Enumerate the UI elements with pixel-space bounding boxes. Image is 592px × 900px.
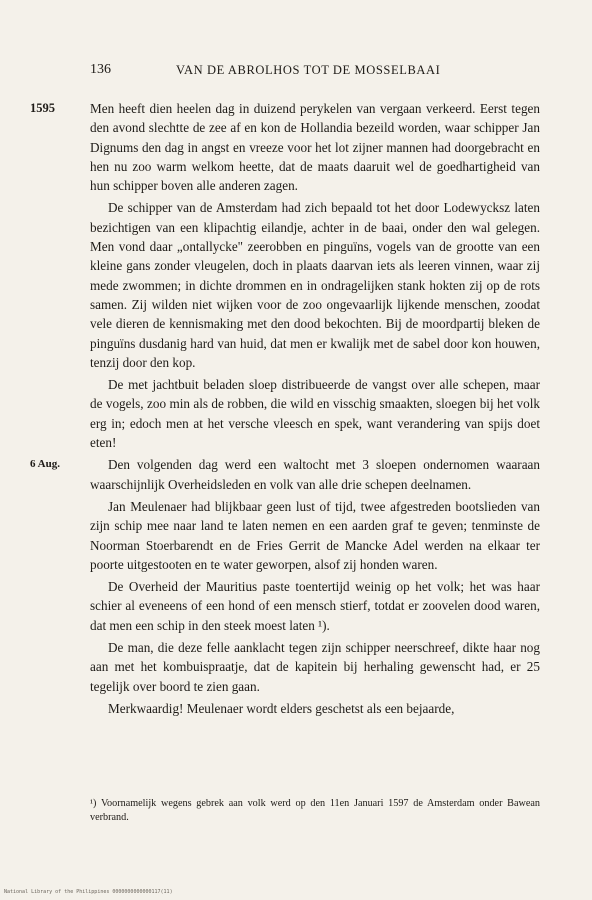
paragraph <box>30 455 540 494</box>
margin-note-year: 1595 <box>30 101 55 115</box>
paragraph-text: De Overheid der Mauritius paste toentertijd weinig op het volk; het was haar schier al eveneens of een hond of een mensch stierf, totdat er zoovelen dood waren, dat men een schip in den steek moest laten ¹). <box>90 579 540 633</box>
page-number: 136 <box>90 62 111 77</box>
paragraph <box>90 198 540 372</box>
paragraph-text: Merkwaardig! Meulenaer wordt elders geschetst als een bejaarde, <box>108 700 455 716</box>
body-text <box>30 99 540 721</box>
scan-identifier: National Library of the Philippines 0000000000000117(11) <box>4 889 173 895</box>
footnote: ¹) Voornamelijk wegens gebrek aan volk werd op den 11en Januari 1597 de Amsterdam onder Bawean verbrand. <box>90 798 540 823</box>
paragraph <box>90 638 540 696</box>
paragraph-text: De met jachtbuit beladen sloep distribueerde de vangst over alle schepen, maar de vogels, zoo min als de robben, die wild en visschig smaakten, sloegen bij het volk erg in; edoch men at het versche vleesch en spek, want verandering van spijs doet eten! <box>90 377 540 451</box>
paragraph <box>90 375 540 452</box>
paragraph-text: Jan Meulenaer had blijkbaar geen lust of tijd, twee afgestreden bootslieden van zijn schip mee naar land te laten nemen en een aarden graf te geven; tenminste de Noorman Stoerbarendt en de Fries Gerrit de Mancke Adel werden na elkaar ter poorte uitgestooten en te water geworpen, alsof zij honden waren. <box>90 498 540 572</box>
paragraph-text: Den volgenden dag werd een waltocht met 3 sloepen ondernomen waaraan waarschijnlijk Overheidsleden en volk van alle drie schepen deelnamen. <box>90 457 540 492</box>
page-header <box>90 62 560 82</box>
paragraph <box>30 99 540 195</box>
margin-note-date: 6 Aug. <box>30 458 60 471</box>
paragraph-text: Men heeft dien heelen dag in duizend perykelen van vergaan verkeerd. Eerst tegen den avond slechtte de zee af en kon de Hollandia bezeild worden, waar schipper Jan Dignums den dag in angst en vreeze voor het lot zijner mannen had doorgebracht en hen nu zoo warm welkom heette, dat de maats daaruit wel de goedhartigheid van hun schipper boven alle anderen zagen. <box>90 101 540 194</box>
paragraph <box>90 699 540 718</box>
paragraph-text: De schipper van de Amsterdam had zich bepaald tot het door Lodewycksz laten bezichtigen van een klipachtig eilandje, achter in de baai, onder den wal gelegen. Men vond daar „ontallycke" zeerobben en pinguïns, vogels van de grootte van een kleine gans zonder vleugelen, doch in plaats daarvan iets als leeren vinnen, waar zij mede zwommen; in dichte drommen en in ondragelijken stank hokten zij op de rots samen. Zij wilden niet wijken voor de zoo ongevaarlijk lijkende menschen, zoodat vele dieren de kennismaking met den dood bekochten. Bij de moordpartij bleken de pinguïns dusdanig hard van huid, dat men er kwalijk met de sabel door kon houwen, tenzij door den kop. <box>90 200 540 370</box>
paragraph-text: De man, die deze felle aanklacht tegen zijn schipper neerschreef, dikte haar nog aan met het kombuispraatje, dat de kapitein bij herhaling gewenscht had, er 25 tegelijk over boord te zien gaan. <box>90 640 540 694</box>
paragraph <box>90 577 540 635</box>
paragraph <box>90 497 540 574</box>
running-title: VAN DE ABROLHOS TOT DE MOSSELBAAI <box>176 63 441 77</box>
